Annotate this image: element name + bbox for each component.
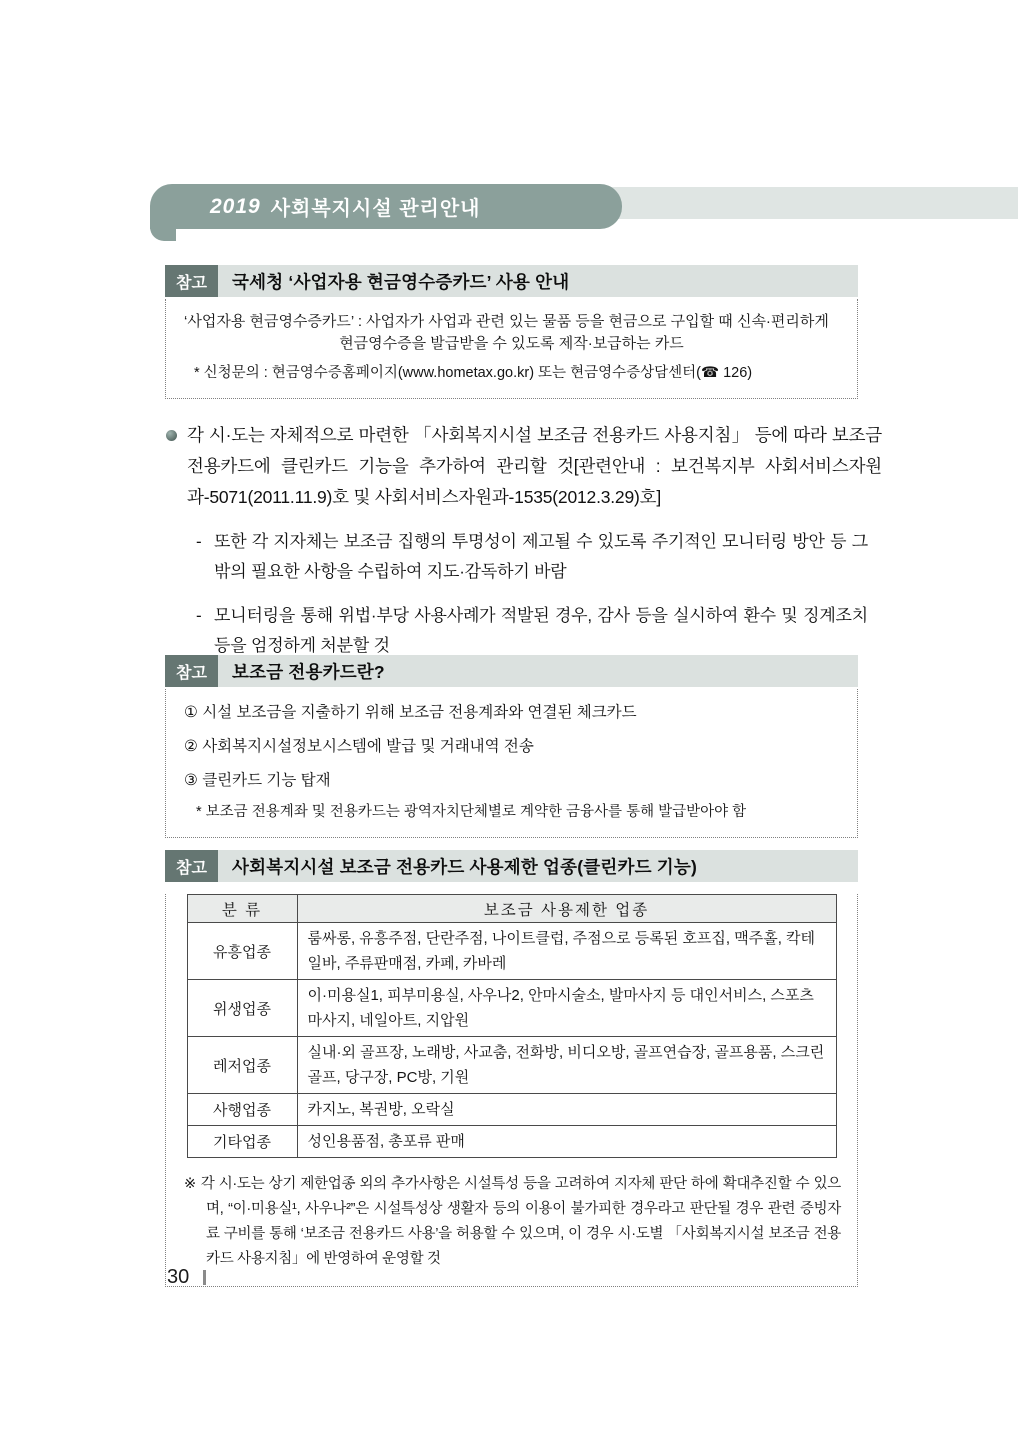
items-cell: 실내·외 골프장, 노래방, 사교춤, 전화방, 비디오방, 골프연습장, 골프용품, 스크린골프, 당구장, PC방, 기원 xyxy=(297,1037,836,1094)
items-cell: 성인용품점, 총포류 판매 xyxy=(297,1126,836,1158)
numbered-item-2: ② 사회복지시설정보시스템에 발급 및 거래내역 전송 xyxy=(184,738,534,755)
items-cell: 카지노, 복권방, 오락실 xyxy=(297,1094,836,1126)
category-cell: 기타업종 xyxy=(187,1126,297,1158)
refbox-restricted-business-types xyxy=(165,850,858,1287)
numbered-item-3: ③ 클린카드 기능 탑재 xyxy=(184,772,331,789)
body-bullet-section xyxy=(166,420,882,661)
page-number-divider xyxy=(203,1270,206,1285)
page-number-value: 30 xyxy=(167,1266,190,1288)
page-header-banner xyxy=(150,184,622,229)
restricted-business-table xyxy=(187,894,837,1158)
sub-bullet-1 xyxy=(196,527,868,587)
sub-bullet-2-text: 모니터링을 통해 위법·부당 사용사례가 적발된 경우, 감사 등을 실시하여 환수 및 징계조치 등을 엄정하게 처분할 것 xyxy=(214,606,868,655)
table-row xyxy=(187,1037,836,1094)
refbox-dedicated-card-definition xyxy=(165,655,858,838)
sub-bullet-1-text: 또한 각 지자체는 보조금 집행의 투명성이 제고될 수 있도록 주기적인 모니터링 방안 등 그 밖의 필요한 사항을 수립하여 지도·감독하기 바람 xyxy=(214,532,868,581)
column-header-restricted: 보조금 사용제한 업종 xyxy=(297,895,836,923)
banner-year: 2019 xyxy=(210,194,261,218)
definition-line-1: ‘사업자용 현금영수증카드’ : 사업자가 사업과 관련 있는 물품 등을 현금으로 구입할 때 신속·편리하게 xyxy=(184,313,829,330)
table-row xyxy=(187,980,836,1037)
dash-marker: - xyxy=(196,532,202,551)
refbox-body xyxy=(165,689,858,838)
refbox-badge: 참고 xyxy=(165,265,218,297)
refbox-header xyxy=(165,265,858,297)
issuance-note: * 보조금 전용계좌 및 전용카드는 광역자치단체별로 계약한 금융사를 통해 발급받아야 함 xyxy=(196,804,747,820)
refbox-header xyxy=(165,655,858,687)
definition-line-2: 현금영수증을 발급받을 수 있도록 제작·보급하는 카드 xyxy=(339,335,684,352)
refbox-body xyxy=(165,894,858,1287)
page-number xyxy=(167,1266,206,1289)
table-row xyxy=(187,923,836,980)
category-cell: 유흥업종 xyxy=(187,923,297,980)
sub-bullet-2 xyxy=(196,601,868,661)
refbox-title: 국세청 ‘사업자용 현금영수증카드’ 사용 안내 xyxy=(218,265,858,297)
table-row xyxy=(187,1094,836,1126)
table-row xyxy=(187,1126,836,1158)
category-cell: 레저업종 xyxy=(187,1037,297,1094)
items-cell: 룸싸롱, 유흥주점, 단란주점, 나이트클럽, 주점으로 등록된 호프집, 맥주홀, 칵테일바, 주류판매점, 카페, 카바레 xyxy=(297,923,836,980)
dash-marker: - xyxy=(196,606,202,625)
main-bullet xyxy=(166,420,882,513)
refbox-title: 사회복지시설 보조금 전용카드 사용제한 업종(클린카드 기능) xyxy=(218,850,858,882)
banner-title: 사회복지시설 관리안내 xyxy=(270,198,481,220)
application-contact-note: * 신청문의 : 현금영수증홈페이지(www.hometax.go.kr) 또는 현금영수증상담센터(☎ 126) xyxy=(194,365,753,381)
refbox-badge: 참고 xyxy=(165,850,218,882)
refbox-cash-receipt-card xyxy=(165,265,858,399)
bullet-sphere-icon xyxy=(166,430,177,441)
table-header-row xyxy=(187,895,836,923)
table-footnote: ※ 각 시·도는 상기 제한업종 외의 추가사항은 시설특성 등을 고려하여 지자체 판단 하에 확대추진할 수 있으며, “이·미용실¹, 사우나²”은 시설특성상 생활자 등의 이용이 불가피한 경우라고 판단될 경우 관련 증빙자료 구비를 통해 ‘보조금 전용카드 사용’을 허용할 수 있으며, 이 경우 시·도별 「사회복지시설 보조금 전용카드 사용지침」에 반영하여 운영할 것 xyxy=(184,1176,841,1267)
refbox-title: 보조금 전용카드란? xyxy=(218,655,858,687)
items-cell: 이·미용실1, 피부미용실, 사우나2, 안마시술소, 발마사지 등 대인서비스, 스포츠마사지, 네일아트, 지압원 xyxy=(297,980,836,1037)
column-header-category: 분 류 xyxy=(187,895,297,923)
category-cell: 사행업종 xyxy=(187,1094,297,1126)
numbered-item-1: ① 시설 보조금을 지출하기 위해 보조금 전용계좌와 연결된 체크카드 xyxy=(184,704,637,721)
refbox-badge: 참고 xyxy=(165,655,218,687)
refbox-header xyxy=(165,850,858,882)
main-bullet-text: 각 시·도는 자체적으로 마련한 「사회복지시설 보조금 전용카드 사용지침」 등에 따라 보조금 전용카드에 클린카드 기능을 추가하여 관리할 것[관련안내 : 보건복지부 사회서비스자원과-5071(2011.11.9)호 및 사회서비스자원과-1535(2012.3.29)호] xyxy=(187,425,882,507)
category-cell: 위생업종 xyxy=(187,980,297,1037)
refbox-body xyxy=(165,299,858,399)
